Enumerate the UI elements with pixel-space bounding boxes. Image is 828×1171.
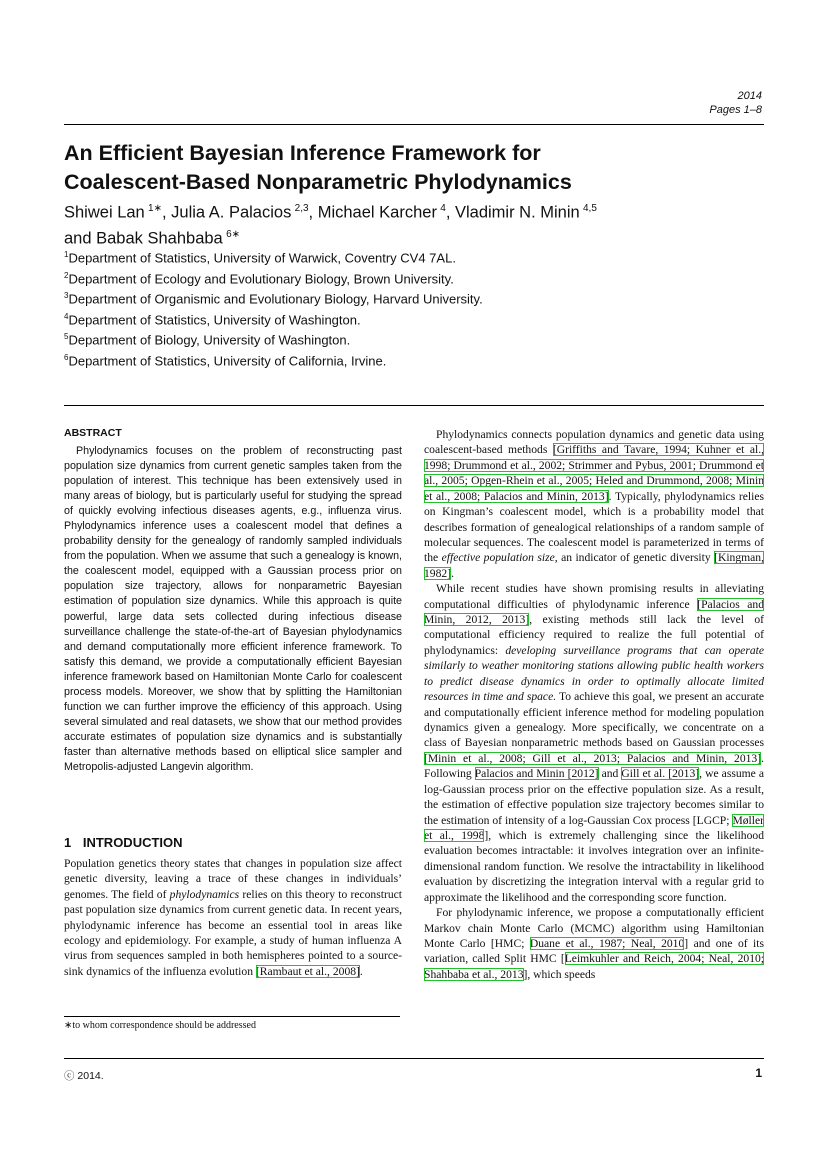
footer-rule — [64, 1058, 764, 1059]
text-run: . — [359, 964, 363, 978]
affiliation-mark: 1 — [64, 250, 69, 259]
citation-link[interactable]: [Kingman, 1982] — [424, 551, 765, 580]
author-affiliation-mark: 6∗ — [226, 228, 241, 240]
affiliation-mark: 5 — [64, 332, 69, 342]
title-line-1: An Efficient Bayesian Inference Framework for — [64, 141, 541, 165]
text-run: , existing methods still lack the level of computational efficiency required to realize the full potential of phylodynamics: — [424, 613, 764, 657]
text-run: . — [451, 566, 454, 580]
paper-title — [64, 139, 704, 197]
affiliation-mark: 6 — [64, 352, 69, 362]
body-paragraph — [424, 905, 764, 982]
body-paragraph — [424, 581, 764, 905]
body-paragraph — [424, 427, 764, 581]
text-run: ], which speeds — [523, 967, 596, 981]
affiliation-mark: 3 — [64, 291, 69, 301]
affiliation-text: Department of Ecology and Evolutionary Biology, Brown University. — [68, 270, 454, 286]
affiliation-mark: 4 — [64, 311, 69, 321]
author-name: Babak Shahbaba — [96, 229, 223, 247]
title-line-2: Coalescent-Based Nonparametric Phylodynamics — [64, 170, 572, 194]
text-run: Population genetics theory states that changes in population size affect genetic diversity, leaving a trace of these changes in individuals’ genomes. The field of — [64, 857, 402, 901]
author-name: Vladimir N. Minin — [454, 203, 580, 222]
introduction-paragraph — [64, 856, 402, 979]
citation-link[interactable]: [Palacios and Minin, 2012, 2013] — [424, 597, 764, 627]
text-run: ], which is extremely challenging since the likelihood evaluation becomes intractable: it involves integration over an infinite-dimensional random function. We resolve the intractability in likelihood evaluation by discretizing the integration interval with a regular grid to approximate the likelihood and the corresponding score function. — [424, 828, 764, 904]
abstract-body: Phylodynamics focuses on the problem of reconstructing past population size dynamics from current genetic samples taken from the population of interest. This technique has been extensively used in many areas of biology, but is particularly useful for studying the spread of quickly evolving infectious diseases agents, e.g., influenza virus. Phylodynamics inference uses a coalescent model that defines a probability density for the genealogy of randomly sampled individuals from the population. When we assume that such a genealogy is known, the coalescent model, equipped with a Gaussian process prior on population size trajectory, allows for nonparametric Bayesian estimation of population size dynamics. While this approach is quite powerful, large data sets collected during infectious disease surveillance challenge the state-of-the-art of Bayesian phylodynamics and demand computationally more efficient inference framework. To satisfy this demand, we provide a computationally efficient Bayesian inference framework based on Hamiltonian Monte Carlo for coalescent process models. Moreover, we show that by splitting the Hamiltonian function we can further improve the efficiency of this approach. Using several simulated and real datasets, we show that our method provides accurate estimates of population size dynamics and is substantially faster than alternative methods based on elliptical slice sampler and Metropolis-adjusted Langevin algorithm. — [64, 445, 402, 773]
section-title: INTRODUCTION — [82, 835, 183, 850]
text-run: For phylodynamic inference, we propose a computationally efficient Markov chain Monte Carlo (MCMC) algorithm using Hamiltonian Monte Carlo [HMC; — [424, 906, 764, 950]
affiliation-text: Department of Organismic and Evolutionary Biology, Harvard University. — [68, 291, 483, 307]
text-run: . Following — [424, 751, 764, 781]
affiliation-text: Department of Biology, University of Washington. — [68, 332, 351, 348]
footnote-rule — [64, 1016, 400, 1017]
text-run: Phylodynamics connects population dynamics and genetic data using coalescent-based methods — [424, 428, 764, 457]
affiliation-mark: 2 — [64, 270, 69, 280]
author-affiliation-mark: 4,5 — [583, 203, 597, 214]
citation-link[interactable]: [Griffiths and Tavare, 1994; Kuhner et al., 1998; Drummond et al., 2002; Strimmer and Pybus, 2001; Drummond et al., 2005; Opgen-Rhein et al., 2005; Heled and Drummond, 2008; Minin et al., 2008; Palacios and Minin, 2013] — [424, 443, 764, 503]
affiliation — [64, 308, 704, 329]
text-run: , we assume a log-Gaussian process prior on the effective population size. As a result, the estimation of effective population size trajectory becomes similar to the estimation of intensity of a log-Gaussian Cox process [LGCP; — [424, 767, 764, 827]
author-name: Julia A. Palacios — [171, 203, 292, 222]
citation-link[interactable]: [Rambaut et al., 2008] — [255, 964, 360, 978]
affiliation — [64, 246, 704, 267]
affiliation-list — [64, 246, 704, 369]
text-run: and — [598, 767, 622, 781]
author-name: Michael Karcher — [317, 203, 437, 222]
abstract-heading: ABSTRACT — [64, 427, 122, 439]
author-affiliation-mark: 4 — [440, 203, 446, 214]
text-run: . Typically, phylodynamics relies on Kingman’s coalescent model, which is a probability model that describes formation of genealogical relationships of a random sample of molecular sequences. The coalescent model is parameterized in terms of the — [424, 489, 764, 565]
emphasis: phylodynamics — [169, 887, 240, 901]
author-affiliation-mark: 1∗ — [148, 203, 162, 214]
citation-link[interactable]: [Minin et al., 2008; Gill et al., 2013; Palacios and Minin, 2013] — [424, 751, 762, 765]
page-range: Pages 1–8 — [709, 104, 762, 116]
header-rule — [64, 124, 764, 125]
citation-link[interactable]: Duane et al., 1987; Neal, 2010 — [529, 936, 685, 950]
emphasis: effective population size — [441, 551, 555, 565]
page-number: 1 — [755, 1066, 762, 1080]
arxiv-identifier-stamp — [4, 360, 54, 860]
section-heading-introduction — [64, 835, 183, 850]
footnote: ∗to whom correspondence should be addressed — [64, 1020, 256, 1031]
left-column — [64, 427, 402, 775]
text-run: , an indicator of genetic diversity — [554, 551, 715, 565]
text-run: While recent studies have shown promising results in alleviating computational difficulties of phylodynamic inference — [424, 582, 764, 611]
section-number: 1 — [64, 835, 72, 850]
citation-link[interactable]: Leimkuhler and Reich, 2004; Neal, 2010; Shahbaba et al., 2013 — [424, 952, 765, 981]
emphasis: developing surveillance programs that can operate similarly to weather monitoring stations allowing public health workers to predict disease dynamics in order to optimally allocate limited resources in time and space. — [424, 643, 764, 704]
author-name: Shiwei Lan — [64, 203, 145, 222]
author-affiliation-mark: 2,3 — [294, 203, 309, 214]
copyright-notice: ⓒ 2014. — [64, 1070, 104, 1082]
affiliation-text: Department of Statistics, University of California, Irvine. — [68, 352, 387, 368]
right-column — [424, 427, 764, 982]
affiliation — [64, 328, 704, 349]
citation-link[interactable]: Palacios and Minin [2012] — [474, 767, 599, 781]
citation-link[interactable]: Gill et al. [2013] — [621, 767, 700, 781]
affiliation — [64, 267, 704, 288]
affiliation-text: Department of Statistics, University of Warwick, Coventry CV4 7AL. — [68, 250, 456, 266]
affiliation-text: Department of Statistics, University of Washington. — [68, 311, 361, 327]
text-run: To achieve this goal, we present an accurate and computationally efficient inference method for modeling population dynamics given a genealogy. More specifically, we concentrate on a class of Bayesian nonparametric methods based on Gaussian processes — [424, 690, 764, 750]
citation-link[interactable]: Møller et al., 1998 — [424, 813, 764, 842]
affiliation — [64, 349, 704, 370]
section-rule — [64, 405, 764, 406]
text-run: ] and one of its variation, called Split HMC [ — [424, 936, 764, 966]
journal-year: 2014 — [737, 90, 762, 102]
author-list: Shiwei Lan $^{1∗}$, Julia A. Palacios $^{2,3}$, Michael Karcher $^4$, Vladimir N. Minin $^{4,5}$ and Babak Shahbaba $^{6∗}$ — [64, 203, 597, 247]
text-run: relies on this theory to reconstruct past population size dynamics from current genetic data. In recent years, phylodynamic inference has become an essential tool in areas like ecology and epidemiology. For example, a study of human influenza A virus from sequences sampled in both hemispheres pointed to a source-sink dynamics of the influenza evolution — [64, 887, 402, 978]
affiliation — [64, 287, 704, 308]
